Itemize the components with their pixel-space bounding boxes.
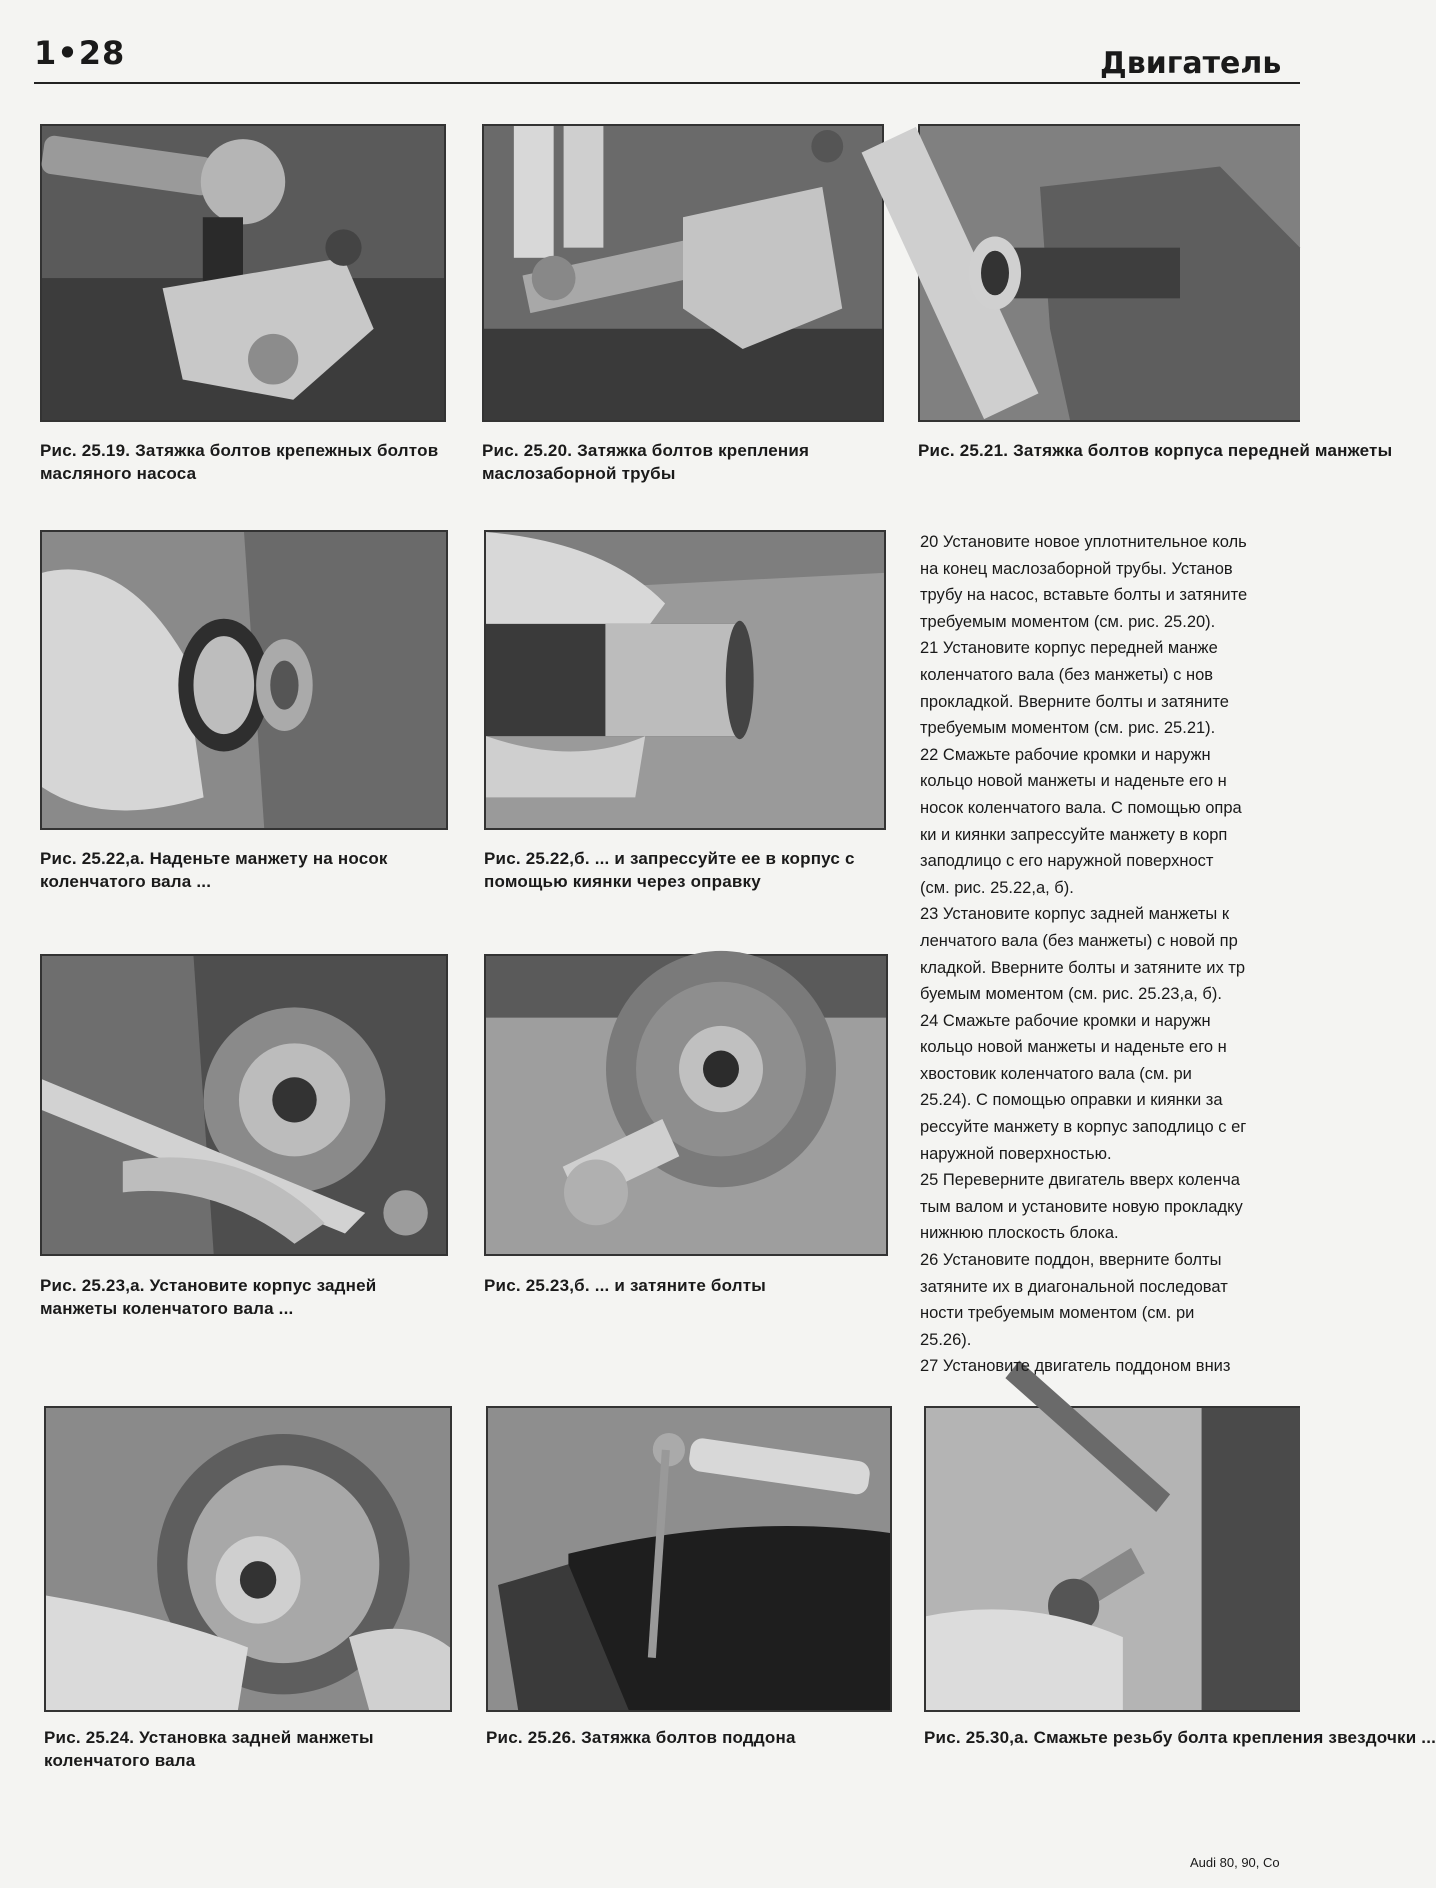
text-line: 22 Смажьте рабочие кромки и наружн (920, 745, 1211, 764)
text-line: кольцо новой манжеты и наденьте его н (920, 1038, 1227, 1057)
figure-caption: Рис. 25.30,а. Смажьте резьбу болта крепления звездочки ... (924, 1728, 1436, 1747)
text-line: 25 Переверните двигатель вверх коленча (920, 1171, 1240, 1190)
text-line: носок коленчатого вала. С помощью опра (920, 798, 1242, 817)
text-line: буемым моментом (см. рис. 25.23,а, б). (920, 985, 1222, 1004)
figure-25-20 (482, 124, 884, 494)
footer-book-title: Audi 80, 90, Co (1190, 1855, 1280, 1870)
photo-rear-seal-housing (40, 954, 448, 1256)
figure-25-26 (486, 1406, 892, 1776)
photo-seal-press-in (484, 530, 886, 830)
figure-25-23b (484, 954, 888, 1324)
figure-caption: Рис. 25.22,а. Наденьте манжету на носок коленчатого вала ... (40, 849, 388, 891)
figure-caption: Рис. 25.19. Затяжка болтов крепежных болтов масляного насоса (40, 441, 439, 483)
text-line: 23 Установите корпус задней манжеты к (920, 905, 1230, 924)
text-line: кладкой. Вверните болты и затяните их тр (920, 958, 1246, 977)
text-line: ки и киянки запрессуйте манжету в корп (920, 825, 1228, 844)
figure-25-30a (924, 1406, 1436, 1776)
section-title: Двигатель (1100, 46, 1282, 81)
instruction-text (920, 529, 1300, 1380)
text-line: 25.26). (920, 1330, 972, 1349)
text-line: рессуйте манжету в корпус заподлицо с ег (920, 1118, 1247, 1137)
text-line: 25.24). С помощью оправки и киянки за (920, 1091, 1223, 1110)
figure-caption: Рис. 25.21. Затяжка болтов корпуса передней манжеты (918, 441, 1393, 460)
text-line: хвостовик коленчатого вала (см. ри (920, 1064, 1192, 1083)
photo-sprocket-bolt (924, 1406, 1300, 1712)
text-line: 27 Установите двигатель поддоном вниз (920, 1357, 1231, 1376)
text-line: на конец маслозаборной трубы. Установ (920, 559, 1233, 578)
figure-caption: Рис. 25.22,б. ... и запрессуйте ее в корпус с помощью киянки через оправку (484, 849, 855, 891)
figure-25-24 (44, 1406, 452, 1776)
text-line: требуемым моментом (см. рис. 25.20). (920, 612, 1216, 631)
photo-front-seal-housing (918, 124, 1300, 422)
figure-25-23a (40, 954, 448, 1324)
figure-caption: Рис. 25.26. Затяжка болтов поддона (486, 1728, 796, 1747)
text-line: тым валом и установите новую прокладку (920, 1197, 1243, 1216)
figure-caption: Рис. 25.20. Затяжка болтов крепления маслозаборной трубы (482, 441, 810, 483)
text-line: 26 Установите поддон, вверните болты (920, 1251, 1222, 1270)
figure-caption: Рис. 25.23,а. Установите корпус задней манжеты коленчатого вала ... (40, 1276, 377, 1318)
text-line: требуемым моментом (см. рис. 25.21). (920, 719, 1216, 738)
text-line: кольцо новой манжеты и наденьте его н (920, 772, 1227, 791)
photo-rear-seal-bolts (484, 954, 888, 1256)
photo-rear-seal-install (44, 1406, 452, 1712)
figure-25-21 (918, 124, 1393, 494)
text-line: 20 Установите новое уплотнительное коль (920, 533, 1247, 551)
photo-oil-pump-torque (40, 124, 446, 422)
text-line: 24 Смажьте рабочие кромки и наружн (920, 1011, 1211, 1030)
figure-caption: Рис. 25.24. Установка задней манжеты коленчатого вала (44, 1728, 374, 1770)
page-number: 1•28 (34, 34, 126, 72)
text-line: коленчатого вала (без манжеты) с нов (920, 665, 1214, 684)
figure-25-22a (40, 530, 448, 900)
figure-caption: Рис. 25.23,б. ... и затяните болты (484, 1276, 767, 1295)
figure-25-19 (40, 124, 446, 494)
photo-oil-pickup-tube (482, 124, 884, 422)
text-line: (см. рис. 25.22,а, б). (920, 878, 1074, 897)
text-line: заподлицо с его наружной поверхност (920, 852, 1214, 871)
photo-sump-bolts (486, 1406, 892, 1712)
text-line: нижнюю плоскость блока. (920, 1224, 1119, 1243)
text-line: прокладкой. Вверните болты и затяните (920, 692, 1229, 711)
text-line: 21 Установите корпус передней манже (920, 639, 1218, 658)
figure-25-22b (484, 530, 886, 900)
text-line: наружной поверхностью. (920, 1144, 1112, 1163)
text-line: ленчатого вала (без манжеты) с новой пр (920, 931, 1238, 950)
header-rule (34, 82, 1300, 84)
text-line: трубу на насос, вставьте болты и затяните (920, 586, 1248, 605)
text-line: ности требуемым моментом (см. ри (920, 1304, 1195, 1323)
text-line: затяните их в диагональной последоват (920, 1277, 1228, 1296)
photo-seal-on-crank-nose (40, 530, 448, 830)
